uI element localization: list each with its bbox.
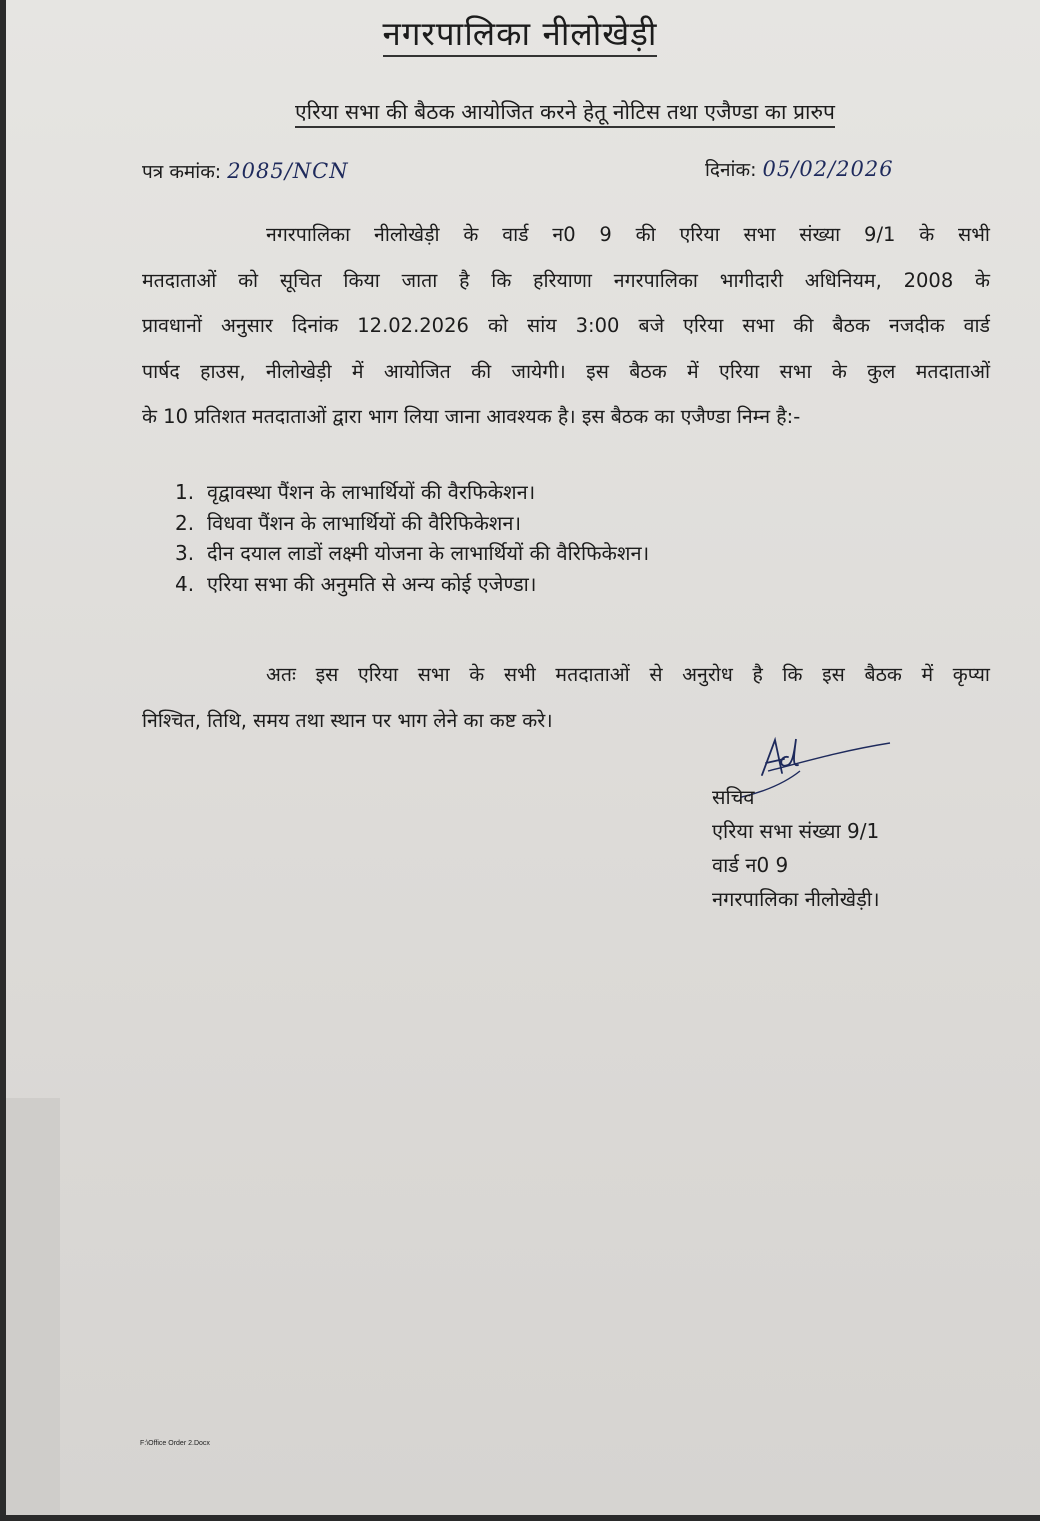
body-line: के 10 प्रतिशत मतदाताओं द्वारा भाग लिया जाना आवश्यक है। इस बैठक का एजैण्डा निम्न है:- [142,405,801,428]
signatory-line: नगरपालिका नीलोखेड़ी। [712,887,880,911]
document-title [0,10,1040,55]
desk-background [0,1515,1040,1521]
body-line: पार्षद हाउस, नीलोखेड़ी में आयोजित की जायेगी। इस बैठक में एरिया सभा के कुल मतदाताओं [142,359,990,383]
agenda-item: 2. विधवा पैंशन के लाभार्थियों की वैरिफिकेशन। [175,510,522,535]
body-line: मतदाताओं को सूचित किया जाता है कि हरियाणा नगरपालिका भागीदारी अधिनियम, 2008 के [142,268,990,292]
file-path-footer: F:\Office Order 2.Docx [140,1440,210,1447]
paper-shadow [6,1098,60,1515]
signatory-designation: सचिव [712,785,755,809]
signatory-line: एरिया सभा संख्या 9/1 [712,819,880,843]
reference-label: पत्र कमांक: [142,161,222,183]
title-text: नगरपालिका नीलोखेड़ी [383,14,658,57]
closing-paragraph [142,652,990,743]
agenda-list [175,477,649,599]
date-value: 05/02/2026 [762,157,894,181]
document-subtitle [0,98,1040,126]
reference-number [142,158,349,184]
body-paragraph [142,212,990,440]
agenda-item: 4. एरिया सभा की अनुमति से अन्य कोई एजेण्डा। [175,571,537,596]
reference-value: 2085/NCN [227,159,349,183]
closing-line: निश्चित, तिथि, समय तथा स्थान पर भाग लेने का कष्ट करे। [142,708,553,732]
signature-block [712,780,880,916]
body-line: प्रावधानों अनुसार दिनांक 12.02.2026 को सांय 3:00 बजे एरिया सभा की बैठक नजदीक वार्ड [142,314,990,337]
closing-line: अतः इस एरिया सभा के सभी मतदाताओं से अनुरोध है कि इस बैठक में कृप्या [266,663,990,686]
signatory-line: वार्ड न0 9 [712,853,789,877]
subtitle-text: एरिया सभा की बैठक आयोजित करने हेतू नोटिस तथा एजैण्डा का प्रारुप [295,100,835,128]
agenda-item: 1. वृद्वावस्था पैंशन के लाभार्थियों की वैरफिकेशन। [175,480,536,504]
body-line: नगरपालिका नीलोखेड़ी के वार्ड न0 9 की एरिया सभा संख्या 9/1 के सभी [266,223,990,246]
date-label: दिनांक: [705,159,757,181]
agenda-item: 3. दीन दयाल लाडों लक्ष्मी योजना के लाभार्थियों की वैरिफिकेशन। [175,541,650,565]
document-date [705,156,894,182]
